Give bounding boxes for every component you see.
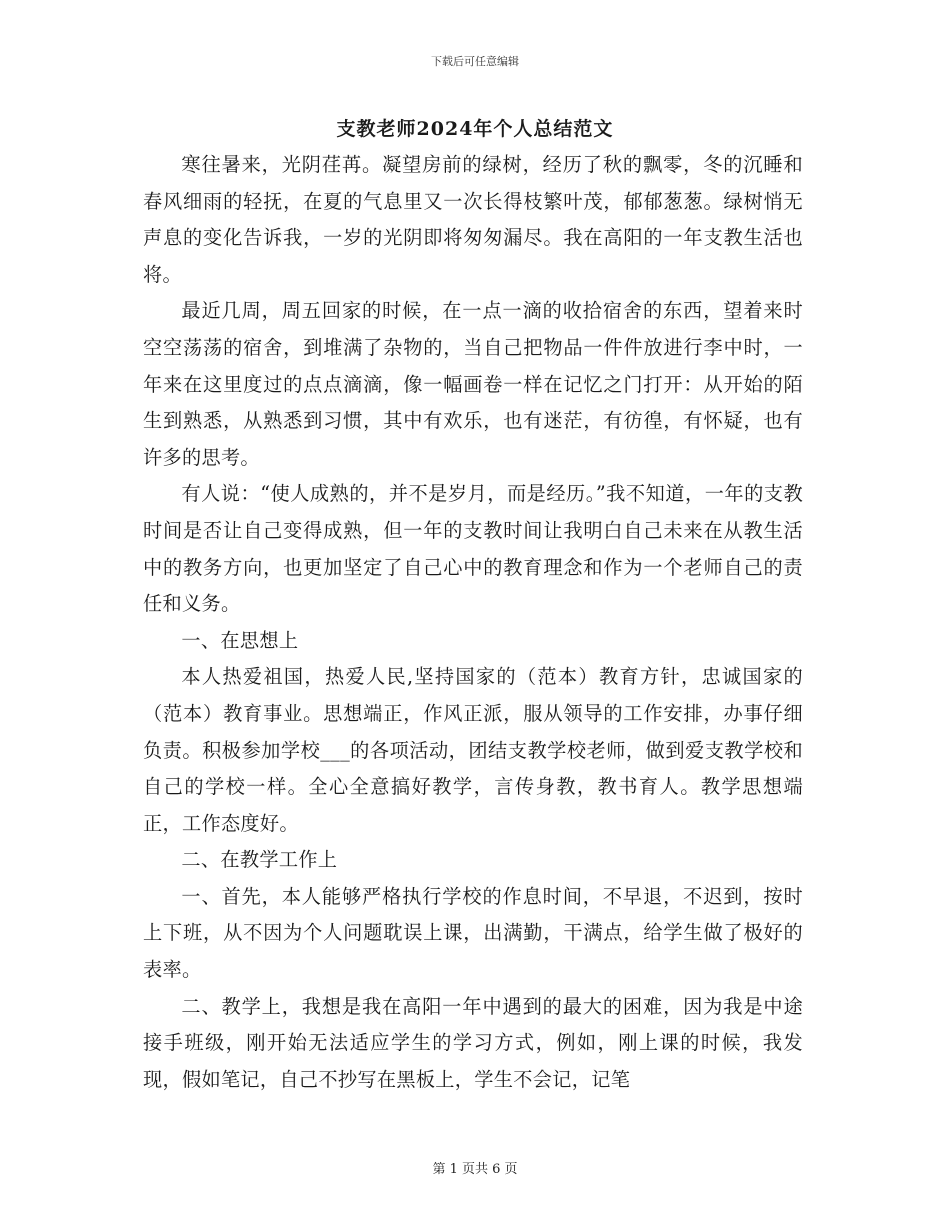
section-heading: 二、在教学工作上 bbox=[181, 848, 338, 872]
document-title: 支教老师2024年个人总结范文 bbox=[336, 118, 614, 140]
paragraph: 寒往暑来，光阴荏苒。凝望房前的绿树，经历了秋的飘零，冬的沉睡和春风细雨的轻抚，在夏的气息里又一次长得枝繁叶茂，郁郁葱葱。绿树悄无声息的变化告诉我，一岁的光阴即将匆匆漏尽。我在高阳的一年支教生活也将。 bbox=[143, 153, 803, 286]
paragraph: 本人热爱祖国，热爱人民,坚持国家的（范本）教育方针，忠诚国家的（范本）教育事业。思想端正，作风正派，服从领导的工作安排，办事仔细负责。积极参加学校___的各项活动，团结支教学校老师，做到爱支教学校和自己的学校一样。全心全意搞好教学，言传身教，教书育人。教学思想端正，工作态度好。 bbox=[143, 665, 803, 835]
page-number: 第 1 页共 6 页 bbox=[432, 1162, 518, 1177]
paragraph: 有人说：“使人成熟的，并不是岁月，而是经历。”我不知道，一年的支教时间是否让自己变得成熟，但一年的支教时间让我明白自己未来在从教生活中的教务方向，也更加坚定了自己心中的教育理念和作为一个老师自己的责任和义务。 bbox=[143, 482, 803, 616]
document-body bbox=[143, 147, 803, 1098]
page-header-note: 下载后可任意编辑 bbox=[431, 55, 519, 68]
section-heading: 一、在思想上 bbox=[181, 628, 299, 652]
paragraph: 一、首先，本人能够严格执行学校的作息时间，不早退，不迟到，按时上下班，从不因为个人问题耽误上课，出满勤，干满点，给学生做了极好的表率。 bbox=[143, 884, 803, 982]
paragraph: 最近几周，周五回家的时候，在一点一滴的收拾宿舍的东西，望着来时空空荡荡的宿舍，到堆满了杂物的，当自己把物品一件件放进行李中时，一年来在这里度过的点点滴滴，像一幅画卷一样在记忆之门打开：从开始的陌生到熟悉，从熟悉到习惯，其中有欢乐，也有迷茫，有彷徨，有怀疑，也有许多的思考。 bbox=[143, 299, 803, 469]
paragraph: 二、教学上，我想是我在高阳一年中遇到的最大的困难，因为我是中途接手班级，刚开始无法适应学生的学习方式，例如，刚上课的时候，我发现，假如笔记，自己不抄写在黑板上，学生不会记，记笔 bbox=[143, 994, 803, 1091]
